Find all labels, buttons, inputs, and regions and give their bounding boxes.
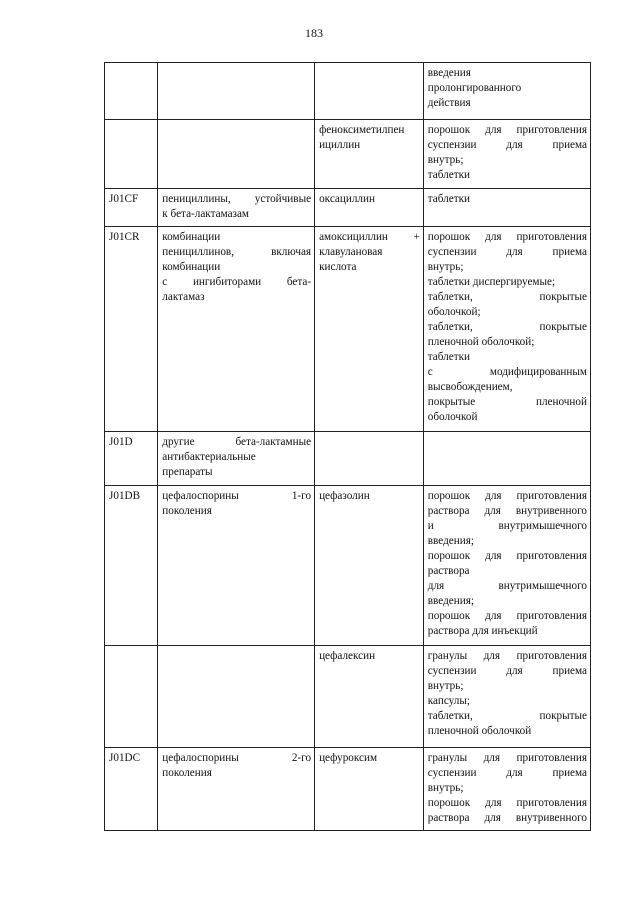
dosage-form-line: суспензии для приема (427, 246, 587, 258)
dosage-form-line: введения; (427, 595, 474, 607)
dosage-form-cell (423, 63, 590, 120)
dosage-form-line: таблетки (427, 169, 471, 181)
therapeutic-group-cell (158, 120, 315, 189)
dosage-form-line: для внутримышечного (427, 580, 587, 592)
table-body (105, 63, 591, 831)
dosage-form-line: раствора для внутривенного (427, 812, 587, 824)
drug-name-cell (315, 748, 424, 831)
group-text-line: к бета-лактамазам (162, 208, 250, 220)
dosage-form-line: капсулы; (427, 695, 470, 707)
dosage-form-line: таблетки (427, 351, 471, 363)
atc-code-cell (105, 63, 158, 120)
dosage-form-line: суспензии для приема (427, 767, 587, 779)
dosage-form-line: оболочкой; (427, 306, 481, 318)
atc-code-cell (105, 748, 158, 831)
atc-code-cell (105, 432, 158, 486)
drug-name-cell (315, 120, 424, 189)
dosage-form-line: пленочной оболочкой (427, 725, 532, 737)
group-text-line: комбинации (162, 261, 221, 273)
dosage-form-line: внутрь; (427, 154, 464, 166)
group-text-line: пенициллинов, включая (162, 246, 312, 258)
atc-code-cell (105, 227, 158, 432)
therapeutic-group-cell (158, 227, 315, 432)
dosage-form-line: порошок для приготовления (427, 797, 587, 809)
therapeutic-group-cell (158, 748, 315, 831)
therapeutic-group-cell (158, 63, 315, 120)
dosage-form-line: порошок для приготовления (427, 610, 587, 622)
dosage-form-line: раствора (427, 565, 470, 577)
drug-name-line: ициллин (319, 139, 361, 151)
dosage-form-cell (423, 646, 590, 748)
dosage-form-line: гранулы для приготовления (427, 752, 587, 764)
group-text-line: лактамаз (162, 291, 205, 303)
table-row (105, 63, 591, 120)
dosage-form-line: раствора для внутривенного (427, 505, 587, 517)
dosage-form-cell (423, 748, 590, 831)
page-number: 183 (305, 26, 323, 40)
dosage-form-line: гранулы для приготовления (427, 650, 587, 662)
group-text-line: поколения (162, 505, 212, 517)
drug-name-line: амоксициллин + (319, 231, 420, 243)
drug-name-cell (315, 486, 424, 646)
dosage-form-cell (423, 227, 590, 432)
dosage-form-line: суспензии для приема (427, 139, 587, 151)
dosage-form-line: внутрь; (427, 261, 464, 273)
dosage-form-line: порошок для приготовления (427, 231, 587, 243)
atc-code-cell (105, 189, 158, 227)
dosage-form-line: пленочной оболочкой; (427, 336, 535, 348)
dosage-form-line: покрытые пленочной (427, 396, 587, 408)
dosage-form-line: действия (427, 97, 471, 109)
table-row (105, 227, 591, 432)
dosage-form-line: суспензии для приема (427, 665, 587, 677)
drug-name-line: цефалексин (319, 650, 376, 662)
group-text-line: цефалоспорины 2-го (162, 752, 312, 764)
atc-code: J01CR (109, 231, 140, 243)
atc-code: J01D (109, 436, 133, 448)
group-text-line: комбинации (162, 231, 221, 243)
drug-name-cell (315, 63, 424, 120)
dosage-form-cell (423, 486, 590, 646)
dosage-form-line: таблетки (427, 193, 471, 205)
therapeutic-group-cell (158, 189, 315, 227)
group-text-line: препараты (162, 466, 213, 478)
dosage-form-line: оболочкой (427, 411, 478, 423)
group-text-line: поколения (162, 767, 212, 779)
drug-name-line: феноксиметилпен (319, 124, 405, 136)
drug-name-line: цефазолин (319, 490, 370, 502)
therapeutic-group-cell (158, 486, 315, 646)
group-text-line: цефалоспорины 1-го (162, 490, 312, 502)
dosage-form-line: таблетки, покрытые (427, 321, 587, 333)
table-row (105, 748, 591, 831)
dosage-form-line: высвобождением, (427, 381, 513, 393)
table-row (105, 120, 591, 189)
drug-name-cell (315, 189, 424, 227)
drug-name-line: кислота (319, 261, 357, 273)
drug-name-cell (315, 432, 424, 486)
therapeutic-group-cell (158, 646, 315, 748)
dosage-form-line: порошок для приготовления (427, 550, 587, 562)
table-row (105, 432, 591, 486)
drug-name-line: клавулановая (319, 246, 383, 258)
group-text-line: другие бета-лактамные (162, 436, 312, 448)
dosage-form-line: введения (427, 67, 471, 79)
table-row (105, 189, 591, 227)
atc-code-cell (105, 646, 158, 748)
dosage-form-line: введения; (427, 535, 474, 547)
atc-code: J01CF (109, 193, 139, 205)
dosage-form-cell (423, 189, 590, 227)
group-text-line: с ингибиторами бета- (162, 276, 312, 288)
dosage-form-line: раствора для инъекций (427, 625, 538, 637)
dosage-form-line: с модифицированным (427, 366, 587, 378)
drug-classification-table (104, 62, 591, 831)
table-row (105, 486, 591, 646)
atc-code: J01DB (109, 490, 141, 502)
table-row (105, 646, 591, 748)
dosage-form-line: и внутримышечного (427, 520, 587, 532)
dosage-form-line: таблетки, покрытые (427, 291, 587, 303)
dosage-form-line: таблетки диспергируемые; (427, 276, 556, 288)
dosage-form-cell (423, 120, 590, 189)
dosage-form-line: внутрь; (427, 782, 464, 794)
therapeutic-group-cell (158, 432, 315, 486)
group-text-line: пенициллины, устойчивые (162, 193, 312, 205)
dosage-form-line: таблетки, покрытые (427, 710, 587, 722)
dosage-form-line: пролонгированного (427, 82, 522, 94)
atc-code-cell (105, 486, 158, 646)
atc-code: J01DC (109, 752, 141, 764)
dosage-form-line: внутрь; (427, 680, 464, 692)
dosage-form-cell (423, 432, 590, 486)
drug-name-cell (315, 227, 424, 432)
group-text-line: антибактериальные (162, 451, 256, 463)
atc-code-cell (105, 120, 158, 189)
dosage-form-line: порошок для приготовления (427, 124, 587, 136)
drug-name-cell (315, 646, 424, 748)
drug-name-line: оксациллин (319, 193, 375, 205)
drug-name-line: цефуроксим (319, 752, 378, 764)
dosage-form-line: порошок для приготовления (427, 490, 587, 502)
